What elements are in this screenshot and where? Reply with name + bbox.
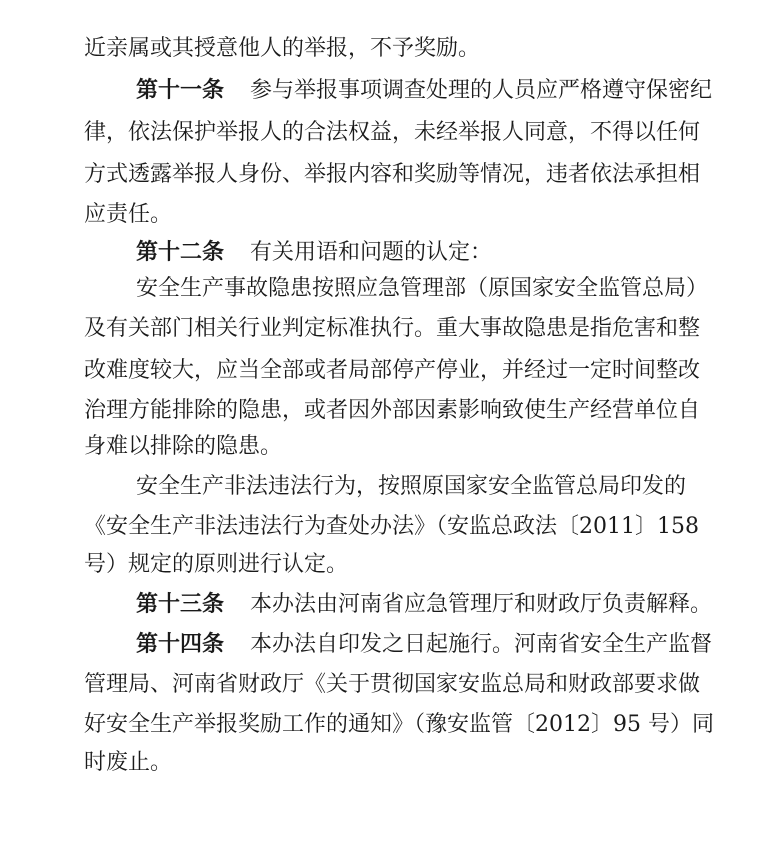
text-line: 方式透露举报人身份、举报内容和奖励等情况，违者依法承担相 (84, 162, 701, 187)
text-line: 时废止。 (84, 750, 173, 775)
text-line: 及有关部门相关行业判定标准执行。重大事故隐患是指危害和整 (84, 316, 701, 341)
article-line: 第十四条 本办法自印发之日起施行。河南省安全生产监督 (136, 632, 713, 657)
article-number: 第十四条 (136, 632, 225, 657)
text-line: 号）规定的原则进行认定。 (84, 552, 349, 577)
text-line: 身难以排除的隐患。 (84, 434, 283, 459)
article-line: 第十二条 有关用语和问题的认定： (136, 240, 493, 265)
article-line: 第十三条 本办法由河南省应急管理厅和财政厅负责解释。 (136, 592, 713, 617)
text-line: 管理局、河南省财政厅《关于贯彻国家安监总局和财政部要求做 (84, 672, 701, 697)
text-line: 《安全生产非法违法行为查处办法》（安监总政法〔2011〕158 (84, 514, 699, 539)
article-number: 第十二条 (136, 240, 225, 265)
text-line: 近亲属或其授意他人的举报，不予奖励。 (84, 36, 481, 61)
article-line: 第十一条 参与举报事项调查处理的人员应严格遵守保密纪 (136, 78, 713, 103)
article-number: 第十三条 (136, 592, 225, 617)
text-line: 好安全生产举报奖励工作的通知》（豫安监管〔2012〕95 号）同 (84, 712, 714, 737)
text-line: 改难度较大，应当全部或者局部停产停业，并经过一定时间整改 (84, 358, 701, 383)
text-line: 治理方能排除的隐患，或者因外部因素影响致使生产经营单位自 (84, 398, 701, 423)
article-number: 第十一条 (136, 78, 225, 103)
text-line: 应责任。 (84, 202, 173, 227)
text-line: 安全生产非法违法行为，按照原国家安全监管总局印发的 (136, 474, 687, 499)
text-line: 安全生产事故隐患按照应急管理部（原国家安全监管总局） (136, 276, 709, 301)
text-line: 律，依法保护举报人的合法权益，未经举报人同意，不得以任何 (84, 120, 701, 145)
